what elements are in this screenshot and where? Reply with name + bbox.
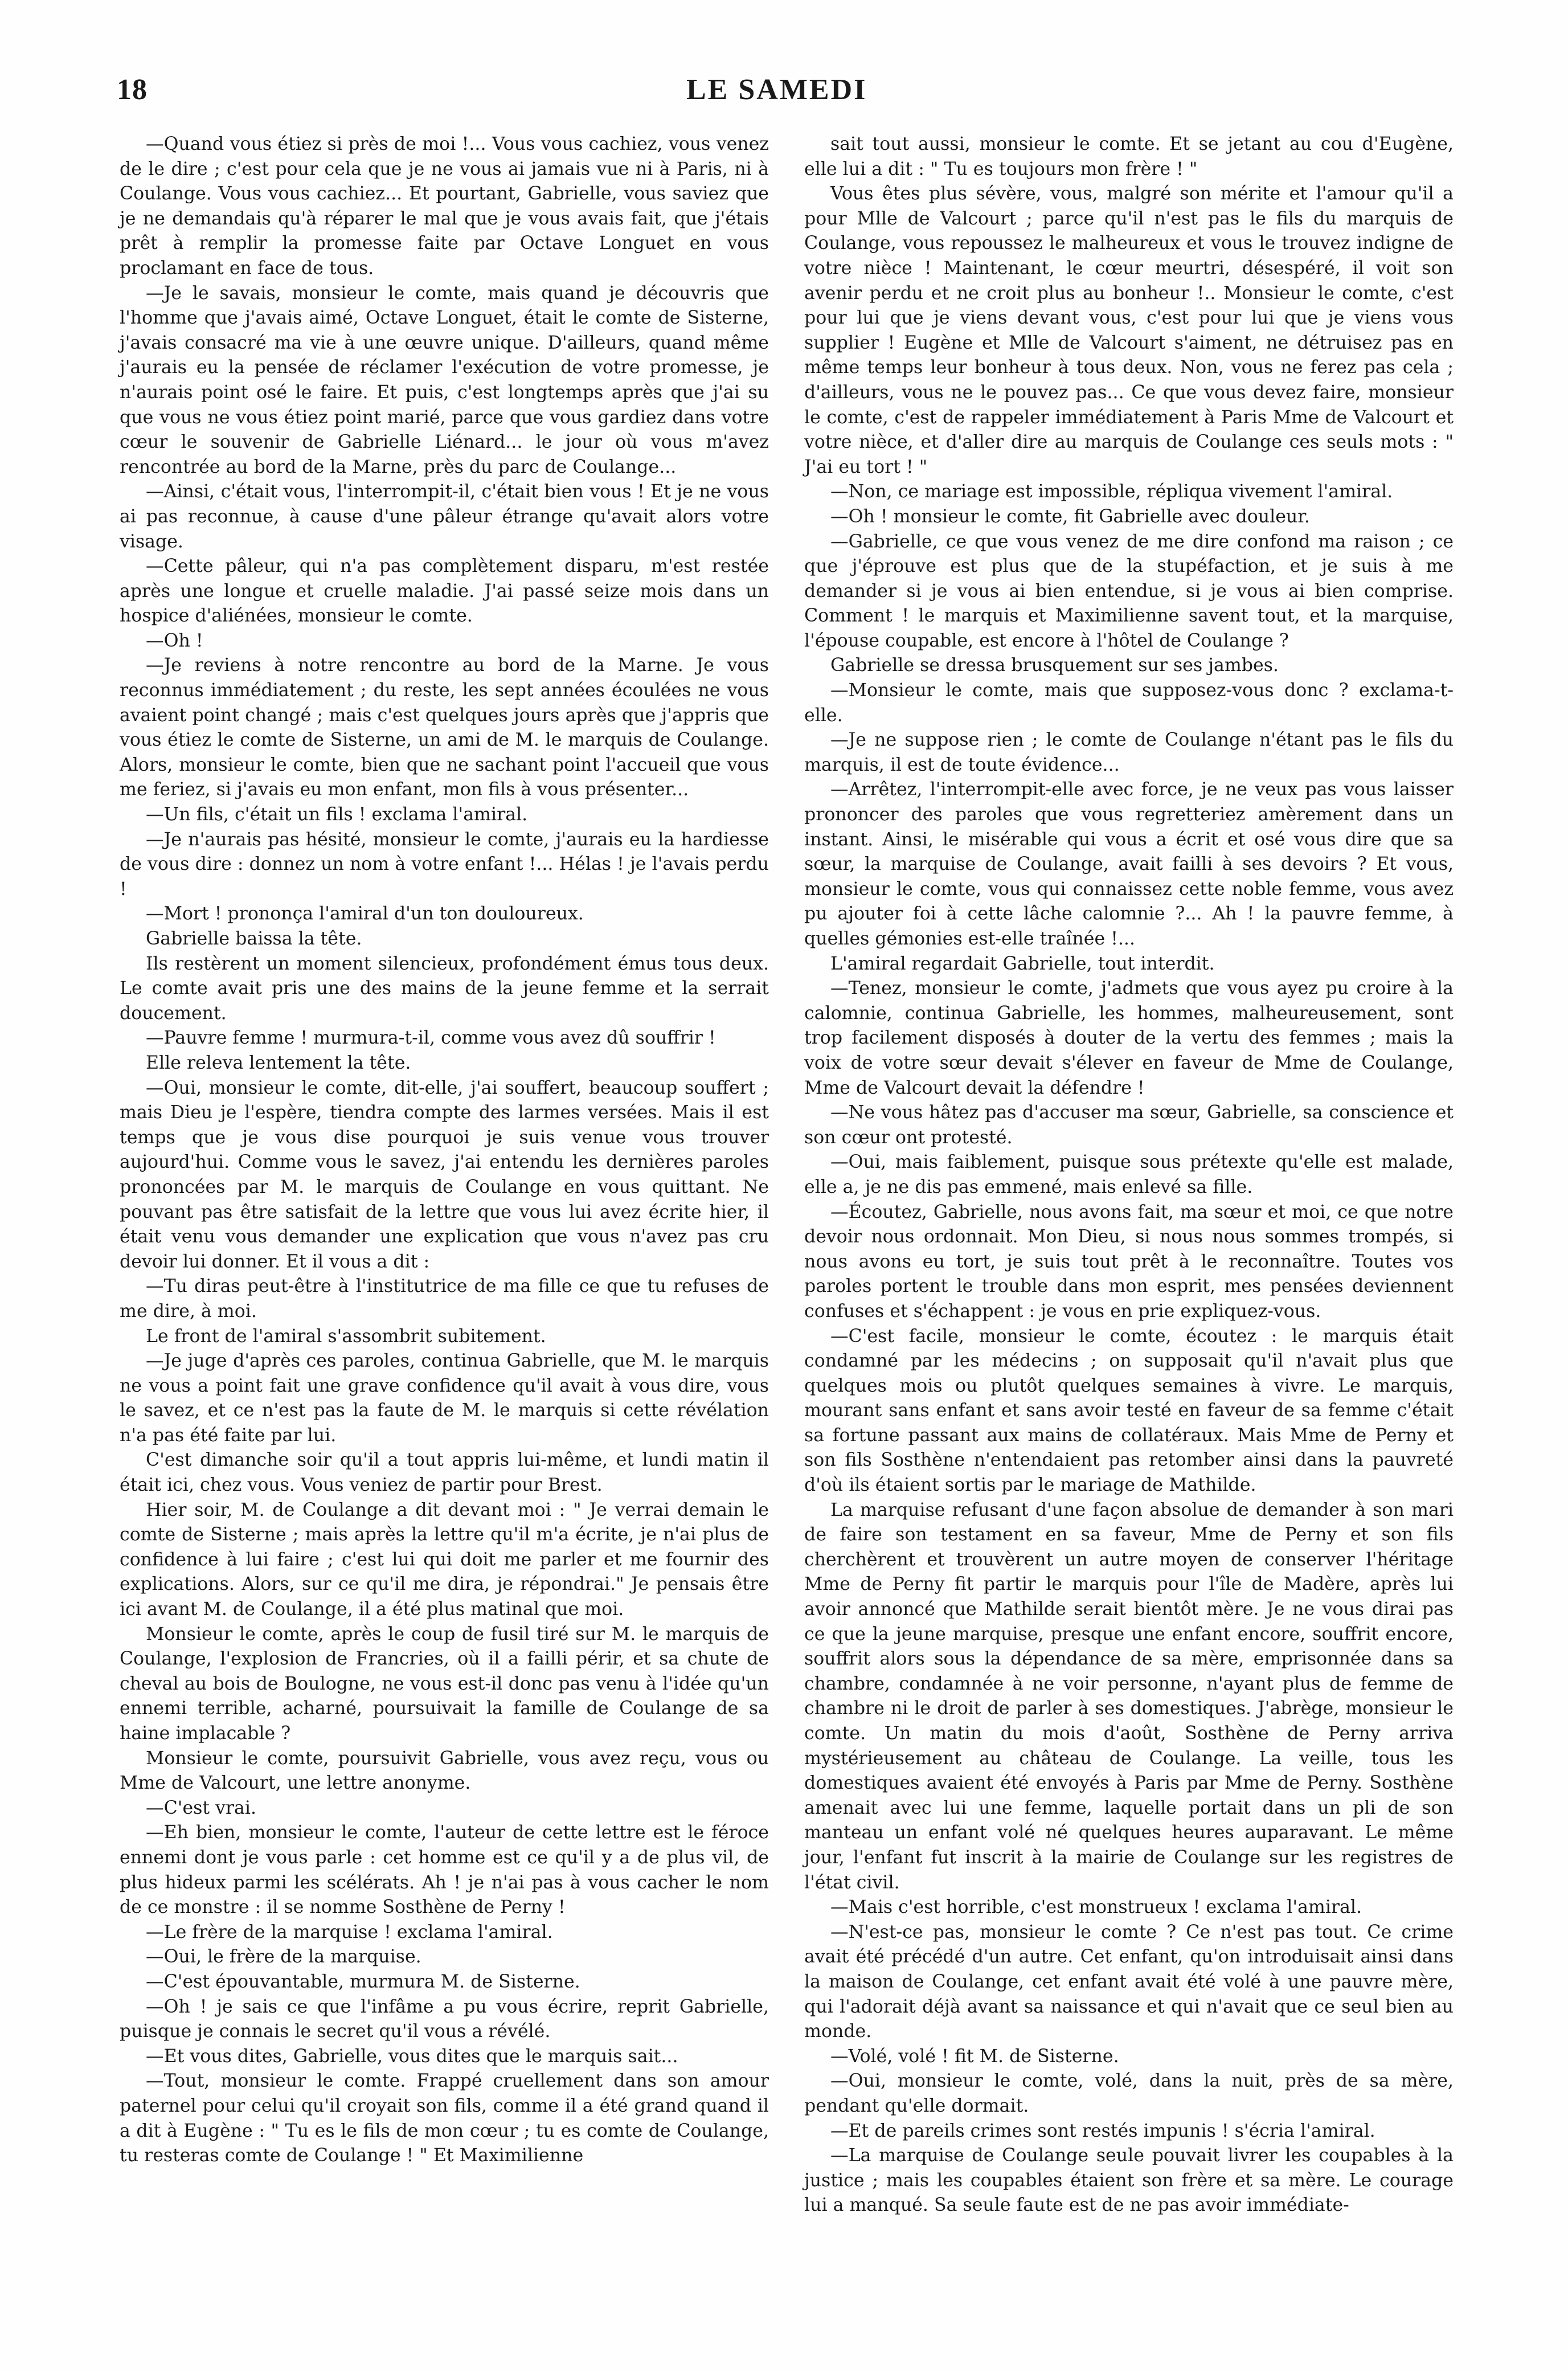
paragraph: —Oui, mais faiblement, puisque sous prétexte qu'elle est malade, elle a, je ne dis pas emmené, mais enlevé sa fille. (804, 1152, 1454, 1197)
paragraph: Gabrielle se dressa brusquement sur ses jambes. (830, 655, 1279, 676)
left-text-column (120, 132, 769, 2169)
paragraph: —Monsieur le comte, mais que supposez-vous donc ? exclama-t-elle. (804, 680, 1454, 726)
page-number: 18 (117, 73, 148, 106)
paragraph: —Ainsi, c'était vous, l'interrompit-il, c'était bien vous ! Et je ne vous ai pas reconnue, à cause d'une pâleur étrange qu'avait alors votre visage. (120, 481, 769, 552)
paragraph: —Je ne suppose rien ; le comte de Coulange n'étant pas le fils du marquis, il est de toute évidence... (804, 730, 1454, 775)
paragraph: —N'est-ce pas, monsieur le comte ? Ce n'est pas tout. Ce crime avait été précédé d'un autre. Cet enfant, qu'on introduisait ainsi dans la maison de Coulange, cet enfant avait été volé à une pauvre mère, qui l'adorait déjà avant sa naissance et qui n'avait que ce seul bien au monde. (804, 1921, 1454, 2042)
paragraph: Monsieur le comte, après le coup de fusil tiré sur M. le marquis de Coulange, l'explosion de Francries, où il a failli périr, et sa chute de cheval au bois de Boulogne, ne vous est-il donc pas venu à l'idée qu'un ennemi terrible, acharné, poursuivait la famille de Coulange de sa haine implacable ? (120, 1623, 769, 1744)
paragraph: C'est dimanche soir qu'il a tout appris lui-même, et lundi matin il était ici, chez vous. Vous veniez de partir pour Brest. (120, 1450, 769, 1496)
paragraph: —Gabrielle, ce que vous venez de me dire confond ma raison ; ce que j'éprouve est plus que de la stupéfaction, et je suis à me demander si je vous ai bien entendue, si je vous ai bien comprise. Comment ! le marquis et Maximilienne savent tout, et la marquise, l'épouse coupable, est encore à l'hôtel de Coulange ? (804, 531, 1454, 651)
paragraph: —Cette pâleur, qui n'a pas complètement disparu, m'est restée après une longue et cruelle maladie. J'ai passé seize mois dans un hospice d'aliénées, monsieur le comte. (120, 556, 769, 627)
paragraph: —Et de pareils crimes sont restés impunis ! s'écria l'amiral. (830, 2120, 1375, 2141)
running-title: LE SAMEDI (686, 73, 867, 106)
paragraph: —C'est vrai. (146, 1797, 257, 1818)
paragraph: —Arrêtez, l'interrompit-elle avec force, je ne veux pas vous laisser prononcer des paroles que vous regretteriez amèrement dans un instant. Ainsi, le misérable qui vous a écrit et osé vous dire que sa sœur, la marquise de Coulange, avait failli à ses devoirs ? Et vous, monsieur le comte, vous qui connaissez cette noble femme, vous avez pu ajouter foi à cette lâche calomnie ?... Ah ! la pauvre femme, à quelles gémonies est-elle traînée !... (804, 779, 1454, 949)
paragraph: Ils restèrent un moment silencieux, profondément émus tous deux. Le comte avait pris une des mains de la jeune femme et la serrait doucement. (120, 953, 769, 1024)
paragraph: —Le frère de la marquise ! exclama l'amiral. (146, 1921, 553, 1942)
paragraph: —Oh ! monsieur le comte, fit Gabrielle avec douleur. (830, 506, 1310, 527)
paragraph: —C'est épouvantable, murmura M. de Sisterne. (146, 1971, 580, 1992)
paragraph: —Oh ! je sais ce que l'infâme a pu vous écrire, reprit Gabrielle, puisque je connais le secret qu'il vous a révélé. (120, 1996, 769, 2042)
paragraph: —Quand vous étiez si près de moi !... Vous vous cachiez, vous venez de le dire ; c'est pour cela que je ne vous ai jamais vue ni à Paris, ni à Coulange. Vous vous cachiez... Et pourtant, Gabrielle, vous saviez que je ne demandais qu'à réparer le mal que je vous avais fait, que j'étais prêt à remplir la promesse faite par Octave Longuet en vous proclamant en face de tous. (120, 134, 769, 279)
paragraph: —Tout, monsieur le comte. Frappé cruellement dans son amour paternel pour celui qu'il croyait son fils, comme il a été grand quand il a dit à Eugène : " Tu es le fils de mon cœur ; tu es comte de Coulange, tu resteras comte de Coulange ! " Et Maximilienne (120, 2071, 769, 2166)
paragraph: —Oui, monsieur le comte, volé, dans la nuit, près de sa mère, pendant qu'elle dormait. (804, 2071, 1454, 2116)
paragraph: —Je reviens à notre rencontre au bord de la Marne. Je vous reconnus immédiatement ; du reste, les sept années écoulées ne vous avaient point changé ; mais c'est quelques jours après que j'appris que vous étiez le comte de Sisterne, un ami de M. le marquis de Coulange. Alors, monsieur le comte, bien que ne sachant point l'accueil que vous me feriez, si j'avais eu mon enfant, mon fils à vous présenter... (120, 655, 769, 800)
paragraph: —La marquise de Coulange seule pouvait livrer les coupables à la justice ; mais les coupables étaient son frère et sa mère. Le courage lui a manqué. Sa seule faute est de ne pas avoir immédiate- (804, 2145, 1454, 2216)
paragraph: —Oui, le frère de la marquise. (146, 1946, 421, 1968)
paragraph: —Oui, monsieur le comte, dit-elle, j'ai souffert, beaucoup souffert ; mais Dieu je l'espère, tiendra compte des larmes versées. Mais il est temps que je vous dise pourquoi je suis venue vous trouver aujourd'hui. Comme vous le savez, j'ai entendu les dernières paroles prononcées par M. le marquis de Coulange en vous quittant. Ne pouvant pas être satisfait de la lettre que vous lui avez écrite hier, il était venu vous demander une explication que vous n'avez pas cru devoir lui donner. Et il vous a dit : (120, 1077, 769, 1272)
paragraph: —Volé, volé ! fit M. de Sisterne. (830, 2046, 1119, 2067)
paragraph: Vous êtes plus sévère, vous, malgré son mérite et l'amour qu'il a pour Mlle de Valcourt ; parce qu'il n'est pas le fils du marquis de Coulange, vous repoussez le malheureux et vous le trouvez indigne de votre nièce ! Maintenant, le cœur meurtri, désespéré, il voit son avenir perdu et ne croit plus au bonheur !.. Monsieur le comte, c'est pour lui que je viens devant vous, c'est pour lui que je viens vous supplier ! Eugène et Mlle de Valcourt s'aiment, ne détruisez pas en même temps leur bonheur à tous deux. Non, vous ne ferez pas cela ; d'ailleurs, vous ne le pouvez pas... Ce que vous devez faire, monsieur le comte, c'est de rappeler immédiatement à Paris Mme de Valcourt et votre nièce, et d'aller dire au marquis de Coulange ces seuls mots : " J'ai eu tort ! " (804, 183, 1454, 477)
paragraph: —Oh ! (146, 630, 203, 651)
paragraph: Hier soir, M. de Coulange a dit devant moi : " Je verrai demain le comte de Sisterne ; mais après la lettre qu'il m'a écrite, je n'ai plus de confidence à lui faire ; c'est lui qui doit me parler et me fournir des explications. Alors, sur ce qu'il me dira, je répondrai." Je pensais être ici avant M. de Coulange, il a été plus matinal que moi. (120, 1499, 769, 1620)
paragraph: —Je n'aurais pas hésité, monsieur le comte, j'aurais eu la hardiesse de vous dire : donnez un nom à votre enfant !... Hélas ! je l'avais perdu ! (120, 829, 769, 899)
paragraph: —Écoutez, Gabrielle, nous avons fait, ma sœur et moi, ce que notre devoir nous ordonnait. Mon Dieu, si nous nous sommes trompés, si nous avons eu tort, je suis tout prêt à le reconnaître. Toutes vos paroles portent le trouble dans mon esprit, mes pensées deviennent confuses et s'échappent : je vous en prie expliquez-vous. (804, 1201, 1454, 1322)
paragraph: —Et vous dites, Gabrielle, vous dites que le marquis sait... (146, 2046, 678, 2067)
paragraph: —Tu diras peut-être à l'institutrice de ma fille ce que tu refuses de me dire, à moi. (120, 1276, 769, 1322)
right-text-column (804, 132, 1454, 2218)
paragraph: —Je le savais, monsieur le comte, mais quand je découvris que l'homme que j'avais aimé, Octave Longuet, était le comte de Sisterne, j'avais consacré ma vie à une œuvre unique. D'ailleurs, quand même j'aurais eu la pensée de réclamer l'exécution de votre promesse, je n'aurais point osé le faire. Et puis, c'est longtemps après que j'ai su que vous ne vous étiez point marié, parce que vous gardiez dans votre cœur le souvenir de Gabrielle Liénard... le jour où vous m'avez rencontrée au bord de la Marne, près du parc de Coulange... (120, 283, 769, 477)
paragraph: —Tenez, monsieur le comte, j'admets que vous ayez pu croire à la calomnie, continua Gabrielle, les hommes, malheureusement, sont trop facilement disposés à douter de la vertu des femmes ; mais la voix de votre sœur devait s'élever en faveur de Mme de Coulange, Mme de Valcourt devait la défendre ! (804, 978, 1454, 1098)
paragraph: Gabrielle baissa la tête. (146, 929, 362, 949)
paragraph: —Ne vous hâtez pas d'accuser ma sœur, Gabrielle, sa conscience et son cœur ont protesté. (804, 1102, 1454, 1148)
paragraph: L'amiral regardait Gabrielle, tout interdit. (830, 953, 1215, 974)
paragraph: Le front de l'amiral s'assombrit subitement. (146, 1326, 546, 1347)
paragraph: —Un fils, c'était un fils ! exclama l'amiral. (146, 804, 528, 825)
paragraph: —Eh bien, monsieur le comte, l'auteur de cette lettre est le féroce ennemi dont je vous parle : cet homme est ce qu'il y a de plus vil, de plus hideux parmi les scélérats. Ah ! je n'ai pas à vous cacher le nom de ce monstre : il se nomme Sosthène de Perny ! (120, 1822, 769, 1918)
paragraph: —Mais c'est horrible, c'est monstrueux ! exclama l'amiral. (830, 1897, 1362, 1918)
paragraph: —Mort ! prononça l'amiral d'un ton douloureux. (146, 903, 584, 925)
paragraph: —C'est facile, monsieur le comte, écoutez : le marquis était condamné par les médecins ; on supposait qu'il n'avait plus que quelques mois ou plutôt quelques semaines à vivre. Le marquis, mourant sans enfant et sans avoir testé en faveur de sa femme c'était sa fortune passant aux mains de collatéraux. Mais Mme de Perny et son fils Sosthène n'entendaient pas retomber ainsi dans la pauvreté d'où ils étaient sortis par le mariage de Mathilde. (804, 1326, 1454, 1496)
paragraph: Monsieur le comte, poursuivit Gabrielle, vous avez reçu, vous ou Mme de Valcourt, une lettre anonyme. (120, 1748, 769, 1794)
paragraph: Elle releva lentement la tête. (146, 1052, 411, 1073)
paragraph: —Non, ce mariage est impossible, répliqua vivement l'amiral. (830, 481, 1393, 502)
page-header (117, 67, 1452, 118)
paragraph: —Je juge d'après ces paroles, continua Gabrielle, que M. le marquis ne vous a point fait une grave confidence qu'il avait à vous dire, vous le savez, et ce n'est pas la faute de M. le marquis si cette révélation n'a pas été faite par lui. (120, 1351, 769, 1446)
paragraph: La marquise refusant d'une façon absolue de demander à son mari de faire son testament en sa faveur, Mme de Perny et son fils cherchèrent et trouvèrent un autre moyen de conserver l'héritage Mme de Perny fit partir le marquis pour l'île de Madère, après lui avoir annoncé que Mathilde serait bientôt mère. Je ne vous dirai pas ce que la jeune marquise, presque une enfant encore, souffrit encore, souffrit alors sous la dépendance de sa mère, emprisonnée dans sa chambre, condamnée à ne voir personne, n'ayant plus de femme de chambre ni le droit de parler à ses domestiques. J'abrège, monsieur le comte. Un matin du mois d'août, Sosthène de Perny arriva mystérieusement au château de Coulange. La veille, tous les domestiques avaient été envoyés à Paris par Mme de Perny. Sosthène amenait avec lui une femme, laquelle portait dans un pli de son manteau un enfant volé né quelques heures auparavant. Le même jour, l'enfant fut inscrit à la mairie de Coulange sur les registres de l'état civil. (804, 1499, 1454, 1893)
paragraph: —Pauvre femme ! murmura-t-il, comme vous avez dû souffrir ! (146, 1028, 716, 1049)
paragraph: sait tout aussi, monsieur le comte. Et se jetant au cou d'Eugène, elle lui a dit : " Tu es toujours mon frère ! " (804, 134, 1454, 179)
